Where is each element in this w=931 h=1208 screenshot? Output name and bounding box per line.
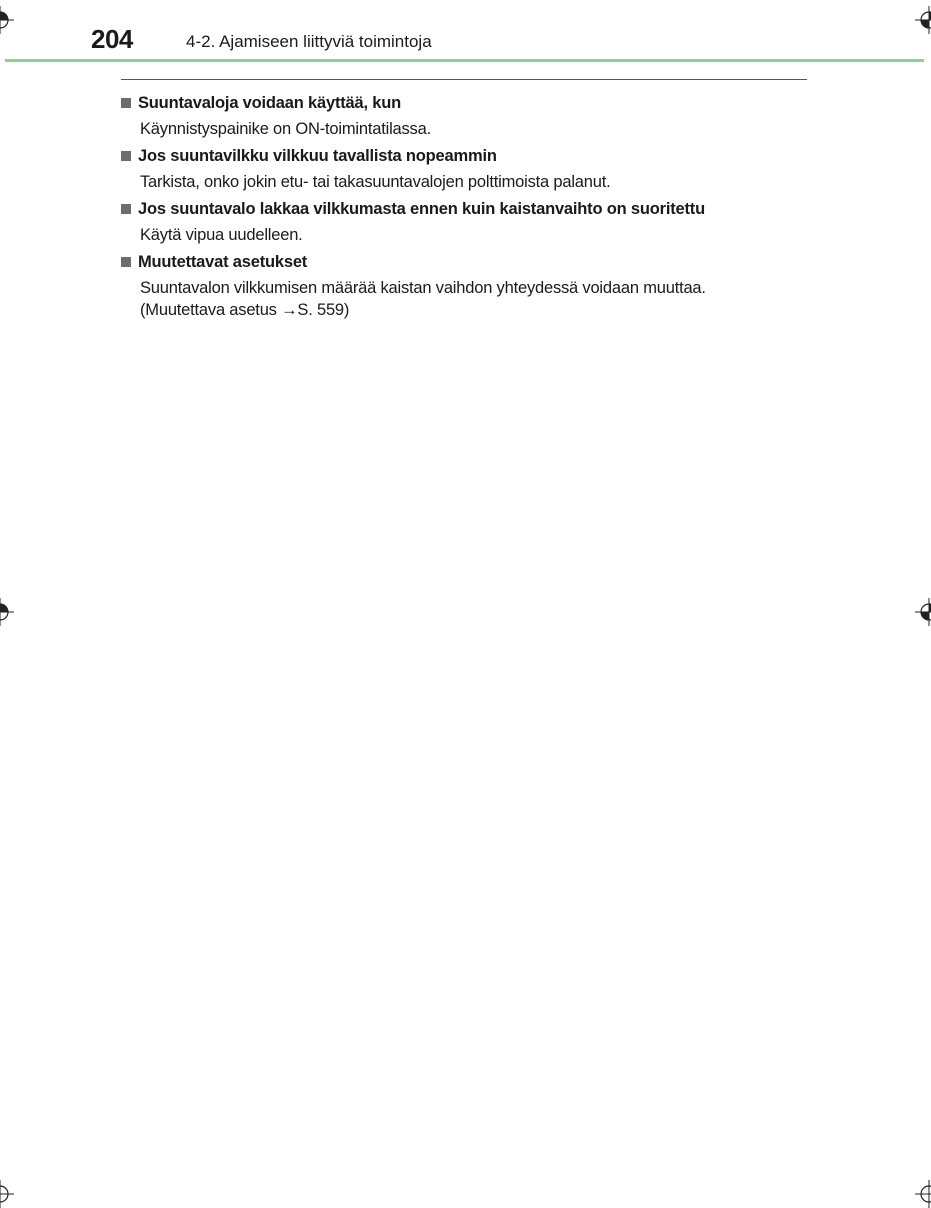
item-heading-text: Jos suuntavalo lakkaa vilkkumasta ennen kuin kaistanvaihto on suoritettu xyxy=(138,200,705,218)
item-heading-text: Suuntavaloja voidaan käyttää, kun xyxy=(138,94,401,112)
item-heading xyxy=(121,197,807,221)
content-area xyxy=(121,91,807,325)
crosshair-registration-icon xyxy=(0,1180,14,1208)
content-divider xyxy=(121,79,807,80)
item-body-line: Tarkista, onko jokin etu- tai takasuuntavalojen polttimoista palanut. xyxy=(140,173,611,191)
item-body xyxy=(121,277,807,321)
item-body xyxy=(121,118,807,140)
item-body-line: Käynnistyspainike on ON-toimintatilassa. xyxy=(140,120,431,138)
page-number: 204 xyxy=(91,24,133,54)
list-item xyxy=(121,250,807,321)
item-heading xyxy=(121,144,807,168)
item-body-line: Suuntavalon vilkkumisen määrää kaistan vaihdon yhteydessä voidaan muuttaa. xyxy=(140,279,706,297)
item-heading xyxy=(121,250,807,274)
item-body-line: (Muutettava asetus →S. 559) xyxy=(140,301,350,319)
square-bullet-icon xyxy=(121,151,131,161)
item-heading xyxy=(121,91,807,115)
item-body xyxy=(121,224,807,246)
crosshair-registration-icon xyxy=(0,6,14,34)
square-bullet-icon xyxy=(121,98,131,108)
list-item xyxy=(121,91,807,140)
crosshair-registration-icon xyxy=(915,6,931,34)
crosshair-registration-icon xyxy=(915,598,931,626)
item-body-line: Käytä vipua uudelleen. xyxy=(140,226,303,244)
crosshair-registration-icon xyxy=(0,598,14,626)
item-heading-text: Muutettavat asetukset xyxy=(138,253,308,271)
square-bullet-icon xyxy=(121,204,131,214)
item-body xyxy=(121,171,807,193)
item-heading-text: Jos suuntavilkku vilkkuu tavallista nopeammin xyxy=(138,147,497,165)
list-item xyxy=(121,197,807,246)
list-item xyxy=(121,144,807,193)
crosshair-registration-icon xyxy=(915,1180,931,1208)
header-divider xyxy=(5,59,924,62)
square-bullet-icon xyxy=(121,257,131,267)
section-title: 4-2. Ajamiseen liittyviä toimintoja xyxy=(186,32,432,51)
